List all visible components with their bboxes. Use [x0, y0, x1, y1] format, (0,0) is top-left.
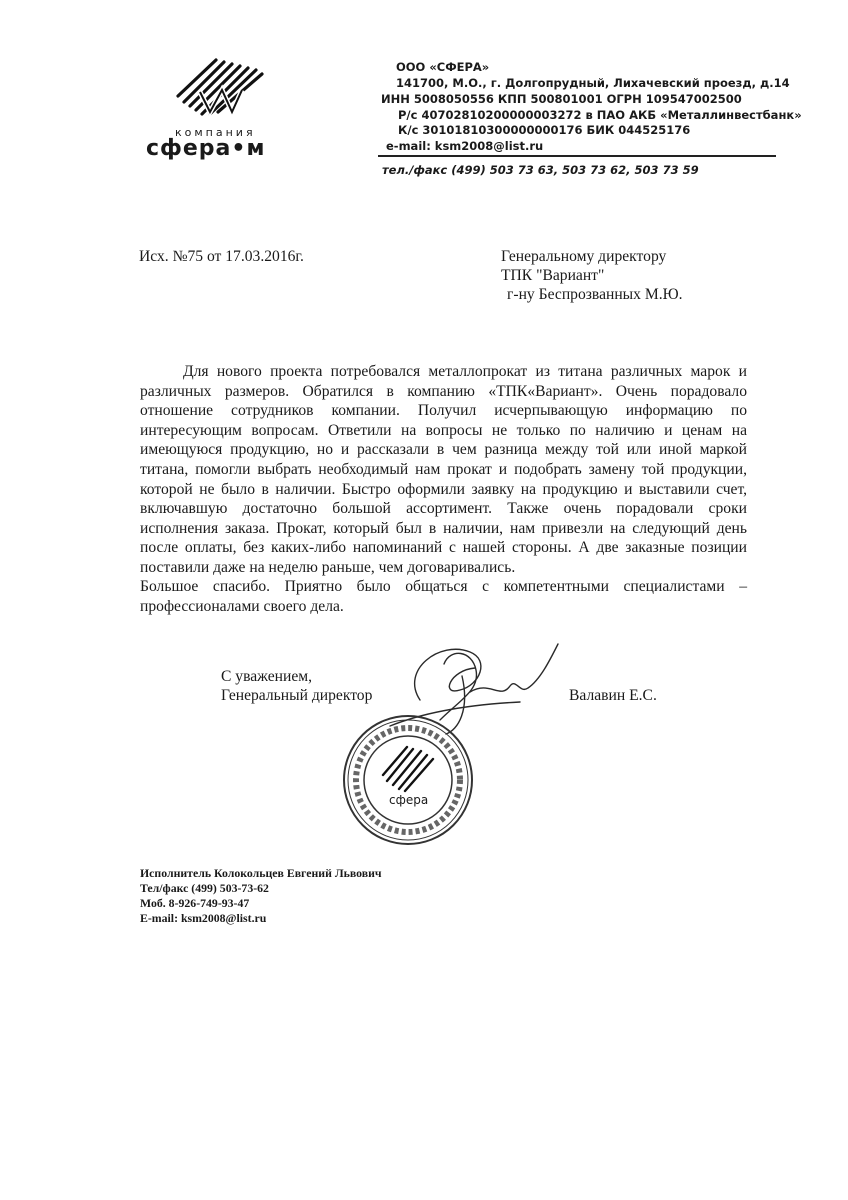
letter-body [140, 362, 747, 578]
org-ids: ИНН 5008050556 КПП 500801001 ОГРН 109547002500 [381, 92, 742, 106]
executor-phone: Тел/факс (499) 503-73-62 [140, 881, 269, 895]
org-phones: тел./факс (499) 503 73 63, 503 73 62, 503 73 59 [382, 163, 699, 177]
executor-mobile: Моб. 8-926-749-93-47 [140, 896, 250, 910]
body-line: продукции, которой не было в наличии. Быстро оформили заявку на продукцию и [140, 460, 747, 498]
org-name: ООО «СФЕРА» [396, 60, 490, 74]
letterhead-divider [378, 155, 776, 157]
org-email: e-mail: ksm2008@list.ru [386, 139, 544, 153]
outgoing-ref: Исх. №75 от 17.03.2016г. [139, 248, 304, 265]
body-line: на следующий день после оплаты, без каких-либо напоминаний с нашей стороны. А [140, 519, 748, 557]
body-line: различных размеров. Обратился в компанию «ТПК«Вариант». Очень порадовало [140, 382, 747, 400]
body-line: Большое спасибо. Приятно было общаться с компетентными специалистами – [140, 578, 747, 595]
closing-phrase: С уважением, [221, 668, 313, 685]
org-corr-account: К/с 30101810300000000176 БИК 044525176 [398, 123, 691, 137]
company-stamp [341, 713, 475, 847]
body-line: титана, помогли выбрать необходимый нам прокат и подобрать замену той [140, 460, 672, 478]
executor-email: E-mail: ksm2008@list.ru [140, 911, 267, 925]
body-line: профессионалами своего дела. [140, 597, 344, 615]
signer-name: Валавин Е.С. [569, 687, 657, 704]
executor-name: Исполнитель Колокольцев Евгений Львович [140, 866, 382, 880]
letter-body-closing [140, 577, 747, 616]
body-line: отношение сотрудников компании. Получил исчерпывающую информацию по [140, 402, 747, 420]
recipient-line-3: г-ну Беспрозванных М.Ю. [507, 286, 683, 303]
body-line: порадовали сроки исполнения заказа. Прокат, который был в наличии, нам привезли [140, 500, 747, 537]
recipient-line-2: ТПК "Вариант" [501, 267, 605, 284]
stamp-brand: сфера [389, 793, 429, 807]
body-line: выставили счет, включавшую достаточно большой ассортимент. Также очень [140, 480, 747, 518]
org-address: 141700, М.О., г. Долгопрудный, Лихачевский проезд, д.14 [396, 76, 790, 90]
body-line: две заказные позиции поставили даже на неделю раньше, чем договаривались. [140, 539, 747, 576]
body-line: Для нового проекта потребовался металлопрокат из титана различных марок и [183, 363, 747, 380]
company-logo-mark [170, 56, 280, 118]
body-line: интересующим вопросам. Ответили на вопросы не только по наличию и ценам на [140, 421, 747, 439]
body-line: имеющуюся продукцию, но и рассказали в чем разница между той или иной маркой [140, 441, 747, 459]
org-bank-account: Р/с 40702810200000003272 в ПАО АКБ «Металлинвестбанк» [398, 108, 802, 122]
signer-title: Генеральный директор [221, 687, 373, 704]
company-brand: сфера•м [146, 136, 266, 161]
company-caption: компания [175, 126, 256, 139]
recipient-line-1: Генеральному директору [501, 248, 667, 265]
